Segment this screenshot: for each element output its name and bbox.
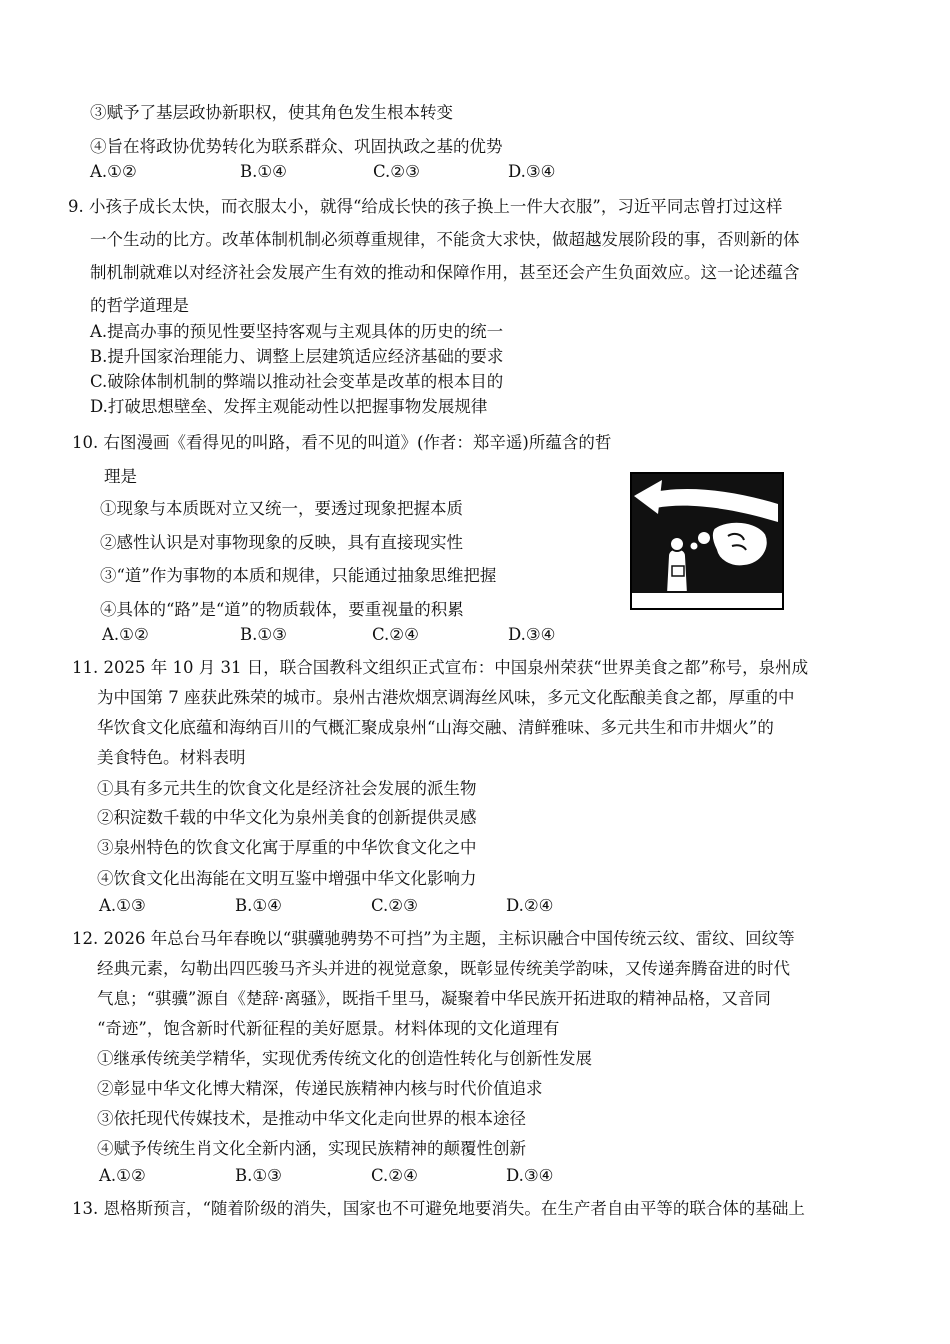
- q12-stem-line-2: 经典元素，勾勒出四匹骏马齐头并进的视觉意象，既彰显传统美学韵味，又传递奔腾奋进的时代: [97, 959, 790, 978]
- q12-option-c: C.②④: [371, 1166, 418, 1185]
- q11-stem-line-3: 华饮食文化底蕴和海纳百川的气概汇聚成泉州“山海交融、清鲜雅味、多元共生和市井烟火”的: [97, 718, 774, 737]
- q8-option-a: A.①②: [90, 162, 137, 181]
- thought-bubble: [698, 532, 710, 544]
- q8-option-b: B.①④: [240, 162, 287, 181]
- q12-stem-line-4: “奇迹”，饱含新时代新征程的美好愿景。材料体现的文化道理有: [97, 1019, 560, 1038]
- q10-option-b: B.①③: [240, 625, 287, 644]
- q12-stem-line-1: 12. 2026 年总台马年春晚以“骐骥驰骋势不可挡”为主题，主标识融合中国传统云纹、雷纹、回纹等: [72, 929, 795, 948]
- q10-stem-line-1: 10. 右图漫画《看得见的叫路，看不见的叫道》(作者：郑辛遥)所蕴含的哲: [72, 433, 612, 452]
- q11-option-d: D.②④: [506, 896, 554, 915]
- q10-item-2: ②感性认识是对事物现象的反映，具有直接现实性: [100, 533, 463, 552]
- q11-stem-line-4: 美食特色。材料表明: [97, 748, 246, 767]
- q9-stem-line-1: 9. 小孩子成长太快，而衣服太小，就得“给成长快的孩子换上一件大衣服”，习近平同志曾打过这样: [68, 197, 783, 216]
- q10-option-a: A.①②: [102, 625, 149, 644]
- q9-choice-b: B.提升国家治理能力、调整上层建筑适应经济基础的要求: [90, 347, 504, 366]
- q12-item-3: ③依托现代传媒技术，是推动中华文化走向世界的根本途径: [97, 1109, 526, 1128]
- q10-option-c: C.②④: [372, 625, 419, 644]
- q11-item-4: ④饮食文化出海能在文明互鉴中增强中华文化影响力: [97, 869, 477, 888]
- q10-item-1: ①现象与本质既对立又统一，要透过现象把握本质: [100, 499, 463, 518]
- q8-option-d: D.③④: [508, 162, 556, 181]
- q8-option-c: C.②③: [373, 162, 420, 181]
- cartoon-drawing: [632, 474, 782, 608]
- q9-stem-line-2: 一个生动的比方。改革体制机制必须尊重规律，不能贪大求快，做超越发展阶段的事，否则新的体: [90, 230, 800, 249]
- q9-stem-line-3: 制机制就难以对经济社会发展产生有效的推动和保障作用，甚至还会产生负面效应。这一论述蕴含: [90, 263, 800, 282]
- q11-stem-line-1: 11. 2025 年 10 月 31 日，联合国教科文组织正式宣布：中国泉州荣获“世界美食之都”称号，泉州成: [72, 658, 809, 677]
- q11-item-2: ②积淀数千载的中华文化为泉州美食的创新提供灵感: [97, 808, 477, 827]
- q10-option-d: D.③④: [508, 625, 556, 644]
- q9-choice-a: A.提高办事的预见性要坚持客观与主观具体的历史的统一: [90, 322, 504, 341]
- q11-stem-line-2: 为中国第 7 座获此殊荣的城市。泉州古港炊烟烹调海丝风味，多元文化酝酿美食之都，厚重的中: [97, 688, 795, 707]
- q12-options: [99, 1168, 699, 1186]
- q13-stem-line-1: 13. 恩格斯预言，“随着阶级的消失，国家也不可避免地要消失。在生产者自由平等的联合体的基础上: [72, 1199, 805, 1218]
- q12-stem-line-3: 气息；“骐骥”源自《楚辞·离骚》，既指千里马，凝聚着中华民族开拓进取的精神品格，又音同: [97, 989, 771, 1008]
- q8-item-3: ③赋予了基层政协新职权，使其角色发生根本转变: [90, 103, 453, 122]
- q10-stem-line-2: 理是: [104, 467, 137, 486]
- cartoon-image: [630, 472, 784, 610]
- q12-option-a: A.①②: [99, 1166, 146, 1185]
- q11-option-c: C.②③: [371, 896, 418, 915]
- q11-option-b: B.①④: [235, 896, 282, 915]
- q11-options: [99, 898, 699, 916]
- q11-item-1: ①具有多元共生的饮食文化是经济社会发展的派生物: [97, 779, 477, 798]
- q11-item-3: ③泉州特色的饮食文化寓于厚重的中华饮食文化之中: [97, 838, 477, 857]
- q10-item-4: ④具体的“路”是“道”的物质载体，要重视量的积累: [100, 600, 464, 619]
- q10-item-3: ③“道”作为事物的本质和规律，只能通过抽象思维把握: [100, 566, 497, 585]
- q9-choice-d: D.打破思想壁垒、发挥主观能动性以把握事物发展规律: [90, 397, 488, 416]
- q9-stem-line-4: 的哲学道理是: [90, 296, 189, 315]
- q12-item-1: ①继承传统美学精华，实现优秀传统文化的创造性转化与创新性发展: [97, 1049, 592, 1068]
- hand-icon: [712, 522, 768, 567]
- q12-option-d: D.③④: [506, 1166, 554, 1185]
- q12-item-2: ②彰显中华文化博大精深，传递民族精神内核与时代价值追求: [97, 1079, 543, 1098]
- q8-options: [90, 164, 690, 182]
- q12-item-4: ④赋予传统生肖文化全新内涵，实现民族精神的颠覆性创新: [97, 1139, 526, 1158]
- q8-item-4: ④旨在将政协优势转化为联系群众、巩固执政之基的优势: [90, 137, 503, 156]
- q11-option-a: A.①③: [99, 896, 146, 915]
- q12-option-b: B.①③: [235, 1166, 282, 1185]
- q9-choice-c: C.破除体制机制的弊端以推动社会变革是改革的根本目的: [90, 372, 504, 391]
- q10-options: [102, 627, 702, 645]
